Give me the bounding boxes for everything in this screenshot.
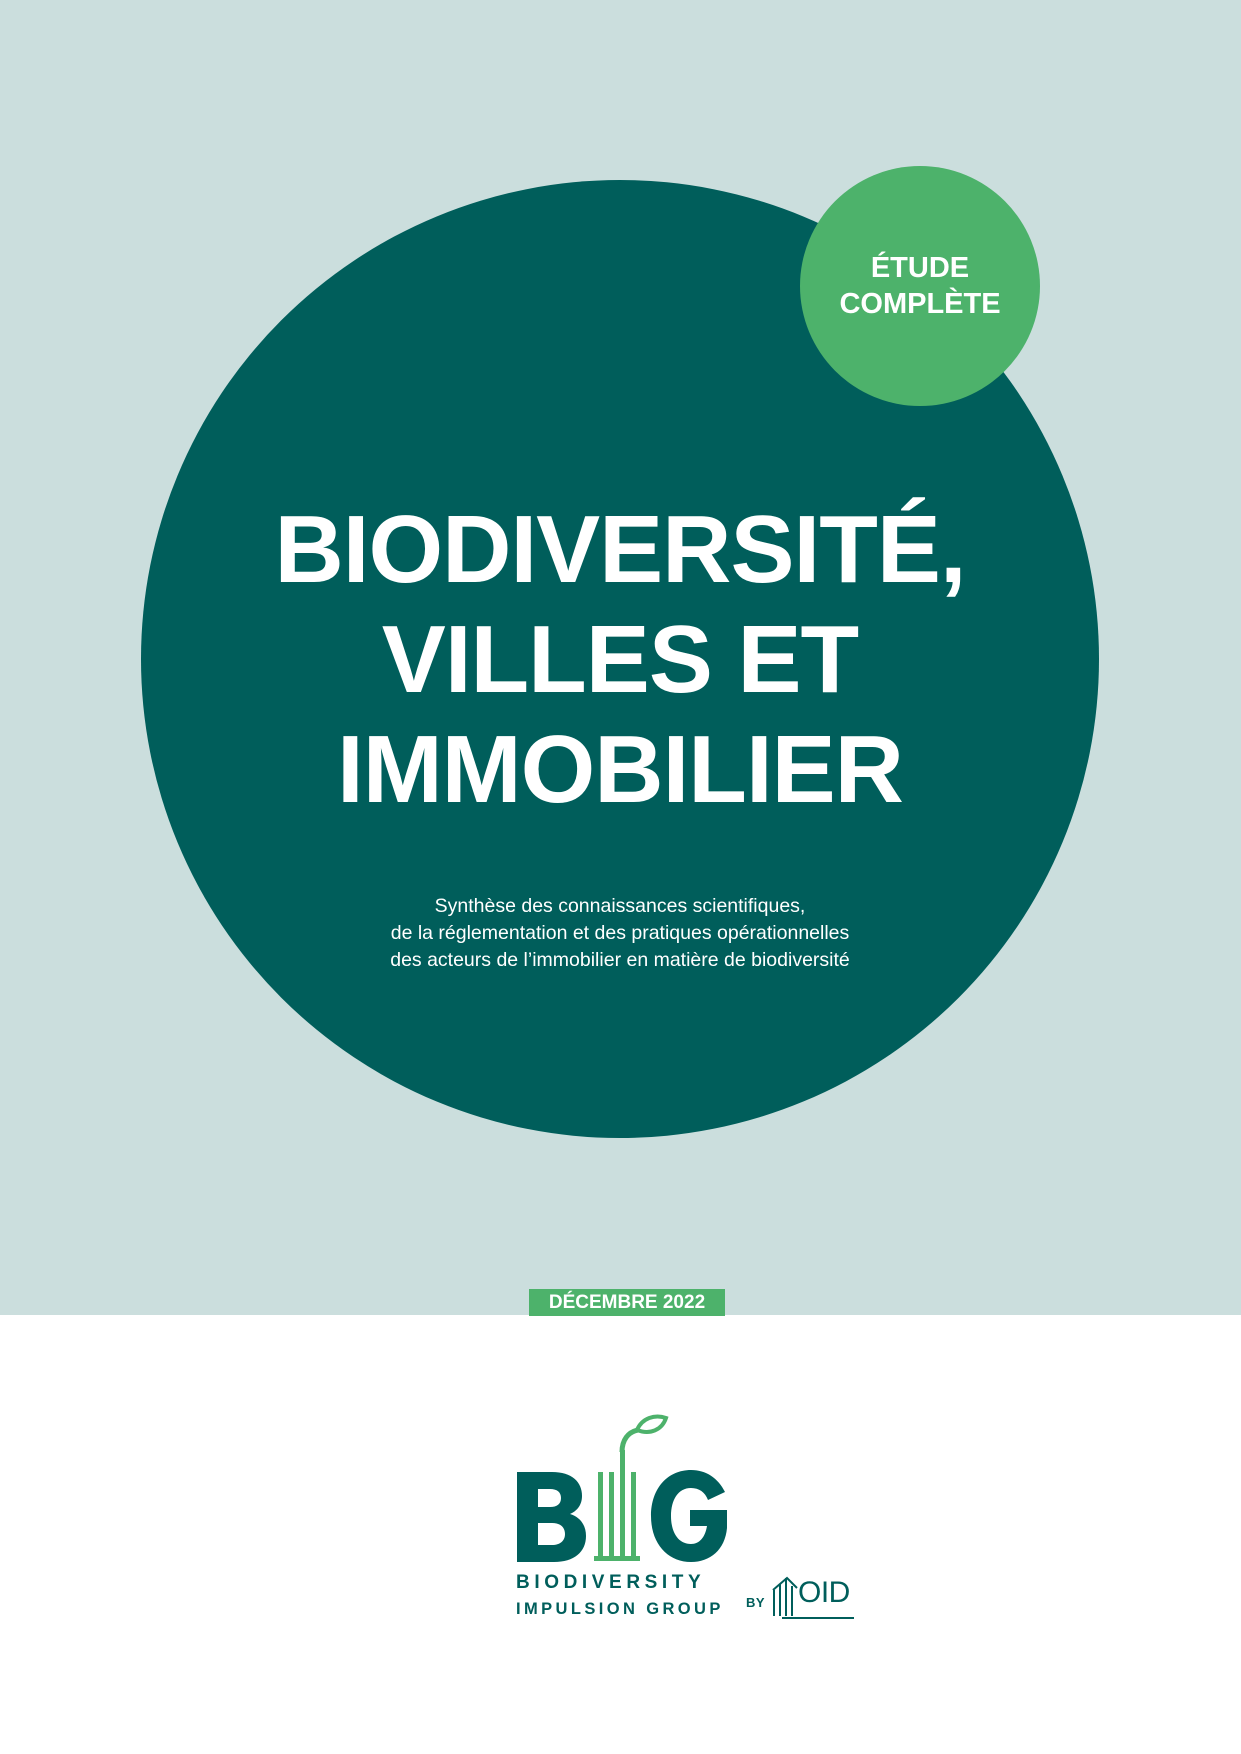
publication-date: DÉCEMBRE 2022 — [529, 1289, 725, 1316]
oid-by-prefix: BY — [746, 1595, 766, 1610]
big-logo-mark-icon — [510, 1410, 730, 1570]
subtitle-line-1: Synthèse des connaissances scientifiques, — [434, 895, 806, 917]
etude-complete-badge — [800, 166, 1040, 406]
logo-text-biodiversity: BIODIVERSITY — [516, 1572, 706, 1593]
badge-line-1: ÉTUDE — [870, 252, 970, 284]
title-line-3: IMMOBILIER — [337, 716, 903, 823]
oid-underline — [782, 1617, 854, 1619]
cover-subtitle — [141, 893, 1099, 974]
oid-building-icon — [771, 1576, 799, 1616]
cover-title — [141, 495, 1099, 825]
subtitle-line-3: des acteurs de l’immobilier en matière de biodiversité — [390, 949, 850, 971]
oid-logo — [746, 1570, 861, 1620]
oid-name: OID — [798, 1576, 850, 1609]
title-line-1: BIODIVERSITÉ, — [274, 496, 966, 603]
badge-line-2: COMPLÈTE — [839, 288, 1001, 320]
logo-text-impulsion-group: IMPULSION GROUP — [516, 1600, 724, 1618]
title-line-2: VILLES ET — [381, 606, 859, 713]
subtitle-line-2: de la réglementation et des pratiques opérationnelles — [390, 922, 850, 944]
